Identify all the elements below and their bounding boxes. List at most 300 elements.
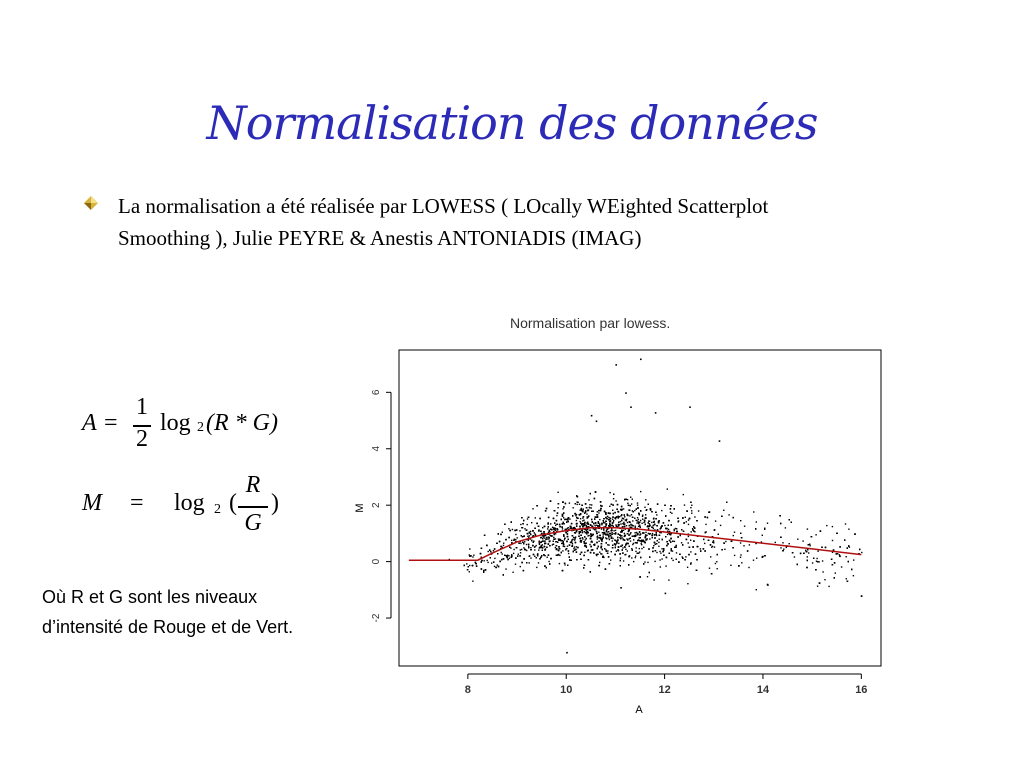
scatter-point (559, 548, 560, 549)
scatter-point (819, 582, 820, 583)
scatter-point (616, 542, 617, 543)
scatter-point (558, 503, 559, 504)
scatter-point (574, 550, 575, 551)
scatter-point (632, 549, 633, 550)
scatter-point (783, 549, 784, 550)
scatter-point (635, 551, 636, 552)
scatter-point (859, 549, 860, 550)
scatter-point (562, 540, 563, 541)
scatter-point (847, 547, 848, 548)
scatter-point (562, 502, 563, 503)
scatter-point (546, 537, 547, 538)
scatter-point (806, 551, 807, 552)
scatter-point (483, 572, 484, 573)
scatter-point (622, 552, 623, 553)
scatter-point (576, 523, 577, 524)
scatter-point (603, 520, 604, 521)
scatter-point (789, 543, 790, 544)
scatter-point (670, 538, 671, 539)
scatter-point (670, 541, 671, 542)
scatter-point (603, 537, 604, 538)
scatter-point (674, 508, 675, 509)
scatter-point (677, 518, 678, 519)
scatter-point (576, 517, 577, 518)
scatter-point (710, 556, 711, 557)
scatter-point (717, 554, 718, 555)
scatter-point (709, 568, 710, 569)
scatter-point (494, 566, 495, 567)
scatter-point (663, 555, 664, 556)
scatter-point (686, 521, 687, 522)
scatter-point (608, 517, 609, 518)
scatter-point (540, 557, 541, 558)
scatter-point (562, 543, 563, 544)
scatter-point (669, 540, 670, 541)
scatter-point (548, 538, 549, 539)
scatter-point (582, 509, 583, 510)
scatter-point (632, 499, 633, 500)
scatter-point (640, 491, 641, 492)
scatter-point (598, 521, 599, 522)
scatter-point (647, 562, 648, 563)
scatter-point (659, 539, 660, 540)
scatter-point (595, 522, 596, 523)
scatter-point (475, 562, 476, 563)
scatter-point (646, 539, 647, 540)
scatter-point (725, 541, 726, 542)
scatter-point (617, 504, 618, 505)
scatter-point (598, 512, 599, 513)
scatter-point (519, 530, 520, 531)
scatter-point (847, 581, 848, 582)
scatter-point (475, 563, 476, 564)
scatter-point (676, 559, 677, 560)
scatter-point (645, 517, 646, 518)
scatter-point (671, 513, 672, 514)
lowess-scatter-plot (350, 335, 890, 720)
scatter-point (817, 561, 818, 562)
scatter-point (577, 547, 578, 548)
scatter-point (688, 542, 689, 543)
scatter-point (515, 534, 516, 535)
formula-m-numerator: R (245, 472, 261, 498)
scatter-point (583, 516, 584, 517)
scatter-point (851, 569, 852, 570)
scatter-point (740, 520, 741, 521)
scatter-point (607, 553, 608, 554)
scatter-point (619, 534, 620, 535)
scatter-point (534, 528, 535, 529)
scatter-point (559, 526, 560, 527)
scatter-point (618, 522, 619, 523)
scatter-point (694, 516, 695, 517)
scatter-point (576, 520, 577, 521)
scatter-point (733, 535, 734, 536)
scatter-point (625, 544, 626, 545)
scatter-point (621, 537, 622, 538)
scatter-point (508, 555, 509, 556)
y-tick-label: 2 (371, 502, 382, 508)
scatter-point (539, 558, 540, 559)
scatter-point (756, 521, 757, 522)
scatter-point (627, 503, 628, 504)
scatter-point (643, 563, 644, 564)
scatter-point (839, 555, 840, 556)
scatter-point (547, 528, 548, 529)
scatter-point (663, 522, 664, 523)
scatter-point (663, 548, 664, 549)
scatter-point (586, 530, 587, 531)
scatter-point (756, 558, 757, 559)
scatter-point (606, 538, 607, 539)
scatter-point (541, 555, 542, 556)
scatter-point (491, 562, 492, 563)
scatter-point (476, 565, 477, 566)
scatter-point (523, 558, 524, 559)
scatter-point (579, 504, 580, 505)
scatter-point (687, 583, 688, 584)
scatter-point (538, 526, 539, 527)
scatter-point (543, 554, 544, 555)
scatter-point (503, 558, 504, 559)
scatter-point (668, 520, 669, 521)
scatter-point (586, 525, 587, 526)
scatter-point (539, 518, 540, 519)
scatter-point (580, 559, 581, 560)
scatter-point (485, 569, 486, 570)
scatter-point (568, 550, 569, 551)
scatter-point (574, 537, 575, 538)
scatter-point (608, 531, 609, 532)
scatter-point (577, 504, 578, 505)
formula-a-log: log (160, 410, 191, 436)
scatter-point (564, 539, 565, 540)
scatter-point (786, 547, 787, 548)
scatter-point (651, 535, 652, 536)
scatter-point (564, 564, 565, 565)
scatter-point (526, 544, 527, 545)
scatter-point (845, 523, 846, 524)
scatter-point (807, 556, 808, 557)
scatter-point (600, 537, 601, 538)
scatter-point (844, 539, 845, 540)
scatter-point (689, 518, 690, 519)
scatter-point (635, 526, 636, 527)
scatter-point (513, 553, 514, 554)
scatter-outlier-point (640, 359, 642, 361)
scatter-point (544, 526, 545, 527)
scatter-point (553, 541, 554, 542)
scatter-point (630, 497, 631, 498)
scatter-point (615, 517, 616, 518)
scatter-point (809, 545, 810, 546)
scatter-point (620, 546, 621, 547)
scatter-point (741, 537, 742, 538)
scatter-point (597, 511, 598, 512)
scatter-point (661, 548, 662, 549)
scatter-point (645, 524, 646, 525)
scatter-point (684, 504, 685, 505)
scatter-point (663, 550, 664, 551)
bullet-text (118, 190, 768, 254)
scatter-point (599, 519, 600, 520)
scatter-point (780, 547, 781, 548)
scatter-point (518, 554, 519, 555)
scatter-point (740, 557, 741, 558)
scatter-point (601, 524, 602, 525)
scatter-point (521, 535, 522, 536)
scatter-point (639, 522, 640, 523)
scatter-point (724, 549, 725, 550)
scatter-point (711, 573, 712, 574)
scatter-point (654, 524, 655, 525)
scatter-point (583, 567, 584, 568)
scatter-point (535, 534, 536, 535)
scatter-point (563, 545, 564, 546)
scatter-point (721, 549, 722, 550)
scatter-point (623, 539, 624, 540)
scatter-point (642, 532, 643, 533)
formula-a-equals: = (104, 410, 118, 436)
scatter-point (565, 532, 566, 533)
scatter-point (507, 555, 508, 556)
scatter-point (594, 529, 595, 530)
scatter-point (544, 543, 545, 544)
scatter-point (570, 528, 571, 529)
scatter-point (620, 523, 621, 524)
scatter-point (807, 560, 808, 561)
scatter-point (633, 539, 634, 540)
scatter-point (472, 565, 473, 566)
chart-title: Normalisation par lowess. (510, 315, 671, 331)
scatter-point (559, 555, 560, 556)
scatter-point (566, 541, 567, 542)
scatter-point (836, 553, 837, 554)
scatter-point (688, 524, 689, 525)
bullet-line-1: La normalisation a été réalisée par LOWESS ( LOcally WEighted Scatterplot (118, 194, 769, 218)
scatter-point (607, 544, 608, 545)
scatter-point (537, 553, 538, 554)
scatter-point (497, 553, 498, 554)
scatter-point (613, 520, 614, 521)
scatter-point (556, 515, 557, 516)
scatter-point (841, 566, 842, 567)
scatter-point (542, 544, 543, 545)
scatter-point (554, 510, 555, 511)
scatter-point (542, 547, 543, 548)
scatter-point (584, 523, 585, 524)
scatter-point (646, 510, 647, 511)
scatter-point (597, 514, 598, 515)
scatter-point (602, 532, 603, 533)
scatter-point (528, 544, 529, 545)
scatter-point (693, 526, 694, 527)
scatter-point (633, 561, 634, 562)
scatter-point (630, 532, 631, 533)
y-tick-label: 0 (371, 558, 382, 565)
scatter-point (548, 526, 549, 527)
scatter-point (584, 565, 585, 566)
scatter-point (648, 528, 649, 529)
scatter-point (499, 541, 500, 542)
scatter-point (682, 544, 683, 545)
scatter-point (609, 539, 610, 540)
scatter-point (511, 540, 512, 541)
scatter-point (483, 570, 484, 571)
scatter-point (618, 524, 619, 525)
scatter-point (691, 513, 692, 514)
scatter-point (526, 550, 527, 551)
scatter-point (652, 533, 653, 534)
scatter-point (579, 531, 580, 532)
formula-m-equals: = (130, 490, 144, 516)
scatter-point (623, 508, 624, 509)
scatter-point (600, 553, 601, 554)
scatter-point (624, 539, 625, 540)
scatter-point (606, 531, 607, 532)
scatter-point (575, 503, 576, 504)
scatter-point (682, 517, 683, 518)
scatter-point (554, 522, 555, 523)
scatter-point (582, 526, 583, 527)
scatter-point (540, 537, 541, 538)
y-tick-label: -2 (371, 613, 382, 623)
scatter-point (612, 547, 613, 548)
scatter-point (627, 533, 628, 534)
scatter-point (676, 552, 677, 553)
scatter-point (550, 558, 551, 559)
scatter-point (549, 563, 550, 564)
scatter-point (570, 526, 571, 527)
scatter-point (743, 545, 744, 546)
scatter-point (755, 528, 756, 529)
formula-m-fraction-bar (238, 506, 268, 508)
scatter-point (606, 542, 607, 543)
scatter-point (598, 541, 599, 542)
scatter-point (582, 520, 583, 521)
scatter-point (677, 536, 678, 537)
scatter-point (538, 562, 539, 563)
scatter-point (585, 532, 586, 533)
scatter-point (672, 560, 673, 561)
scatter-point (487, 562, 488, 563)
scatter-point (613, 494, 614, 495)
scatter-point (498, 566, 499, 567)
scatter-point (636, 532, 637, 533)
formula-a-numerator: 1 (136, 394, 148, 420)
scatter-point (603, 522, 604, 523)
scatter-point (637, 533, 638, 534)
scatter-point (501, 552, 502, 553)
scatter-point (756, 589, 757, 590)
scatter-point (521, 562, 522, 563)
scatter-point (621, 520, 622, 521)
scatter-point (620, 521, 621, 522)
scatter-point (543, 531, 544, 532)
scatter-point (613, 513, 614, 514)
scatter-point (467, 569, 468, 570)
scatter-point (780, 523, 781, 524)
scatter-point (548, 543, 549, 544)
scatter-point (634, 518, 635, 519)
scatter-point (562, 523, 563, 524)
scatter-point (580, 509, 581, 510)
scatter-point (747, 550, 748, 551)
scatter-point (609, 513, 610, 514)
scatter-point (591, 519, 592, 520)
scatter-point (667, 543, 668, 544)
scatter-point (632, 520, 633, 521)
scatter-point (807, 528, 808, 529)
scatter-point (601, 546, 602, 547)
scatter-point (676, 528, 677, 529)
scatter-point (740, 554, 741, 555)
scatter-point (614, 554, 615, 555)
scatter-point (555, 533, 556, 534)
scatter-point (599, 525, 600, 526)
scatter-point (608, 519, 609, 520)
scatter-point (782, 550, 783, 551)
scatter-point (598, 546, 599, 547)
scatter-point (832, 540, 833, 541)
scatter-point (581, 552, 582, 553)
scatter-point (828, 586, 829, 587)
scatter-point (548, 517, 549, 518)
scatter-point (598, 522, 599, 523)
scatter-point (599, 535, 600, 536)
scatter-point (481, 560, 482, 561)
formula-m-lhs: M (82, 490, 102, 516)
scatter-point (678, 561, 679, 562)
scatter-point (834, 577, 835, 578)
scatter-point (545, 510, 546, 511)
scatter-point (484, 560, 485, 561)
scatter-point (659, 535, 660, 536)
scatter-point (621, 506, 622, 507)
scatter-point (685, 517, 686, 518)
scatter-outlier-point (630, 406, 632, 408)
scatter-point (661, 525, 662, 526)
scatter-point (610, 559, 611, 560)
scatter-point (656, 525, 657, 526)
x-tick-label: 8 (464, 684, 471, 696)
scatter-point (562, 508, 563, 509)
scatter-point (527, 518, 528, 519)
scatter-point (584, 552, 585, 553)
scatter-point (668, 525, 669, 526)
scatter-point (653, 528, 654, 529)
scatter-point (548, 554, 549, 555)
scatter-point (520, 543, 521, 544)
scatter-point (584, 522, 585, 523)
scatter-point (542, 527, 543, 528)
scatter-point (636, 520, 637, 521)
scatter-point (609, 533, 610, 534)
scatter-point (683, 531, 684, 532)
scatter-point (597, 536, 598, 537)
scatter-point (848, 545, 849, 546)
scatter-point (641, 548, 642, 549)
scatter-point (522, 542, 523, 543)
scatter-point (597, 548, 598, 549)
scatter-point (504, 555, 505, 556)
scatter-point (579, 514, 580, 515)
scatter-point (640, 527, 641, 528)
scatter-point (592, 526, 593, 527)
scatter-point (648, 504, 649, 505)
scatter-point (582, 530, 583, 531)
scatter-point (832, 564, 833, 565)
